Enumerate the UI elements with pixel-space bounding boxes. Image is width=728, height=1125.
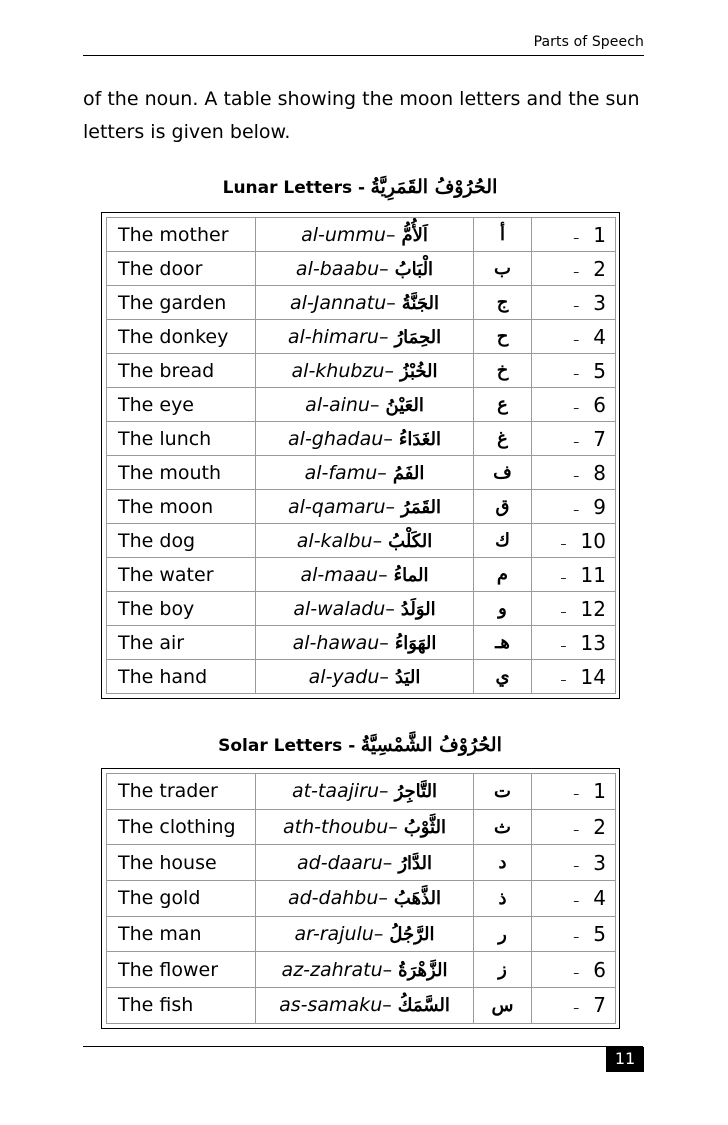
dash-separator: – xyxy=(386,291,396,314)
arabic-word: التَّاجِرُ xyxy=(394,781,438,803)
table-row xyxy=(107,845,616,881)
table-row xyxy=(107,592,616,626)
row-number: 14 xyxy=(580,664,606,689)
header-rule xyxy=(83,55,644,56)
arabic-word: الحِمَارُ xyxy=(394,326,442,348)
dash-separator: – xyxy=(573,332,580,347)
dash-separator: – xyxy=(560,570,567,585)
solar-letters-table xyxy=(106,773,616,1024)
table-row xyxy=(107,354,616,388)
transliteration-cell xyxy=(256,320,474,354)
english-word: The donkey xyxy=(107,320,256,354)
english-word: The house xyxy=(107,845,256,881)
dash-separator: – xyxy=(378,563,388,586)
page-number: 11 xyxy=(606,1047,644,1072)
arabic-word: الفَمُ xyxy=(392,462,425,484)
transliteration-cell xyxy=(256,952,474,988)
arabic-word: الذَّهَبُ xyxy=(393,888,442,910)
row-number-cell xyxy=(532,286,616,320)
arabic-letter: ث xyxy=(474,809,532,845)
row-number-cell xyxy=(532,916,616,952)
transliteration: ar-rajulu xyxy=(294,923,374,946)
english-word: The fish xyxy=(107,988,256,1024)
transliteration: al-khubzu xyxy=(291,359,385,382)
dash-separator: – xyxy=(560,672,567,687)
english-word: The trader xyxy=(107,774,256,810)
transliteration: al-famu xyxy=(304,461,378,484)
transliteration: ad-daaru xyxy=(297,851,383,874)
lunar-table-frame xyxy=(101,212,620,699)
row-number-cell xyxy=(532,592,616,626)
dash-separator: – xyxy=(573,930,580,945)
english-word: The hand xyxy=(107,660,256,694)
dash-separator: – xyxy=(385,597,395,620)
dash-separator: – xyxy=(385,223,396,246)
dash-separator: – xyxy=(373,923,384,946)
arabic-letter: ت xyxy=(474,774,532,810)
dash-separator: – xyxy=(560,604,567,619)
dash-separator: – xyxy=(369,393,380,416)
dash-separator: – xyxy=(573,823,580,838)
table-row xyxy=(107,881,616,917)
arabic-letter: ذ xyxy=(474,881,532,917)
transliteration: al-ainu xyxy=(305,393,370,416)
row-number: 1 xyxy=(593,779,606,804)
english-word: The garden xyxy=(107,286,256,320)
table-row xyxy=(107,558,616,592)
table-row xyxy=(107,490,616,524)
arabic-letter: ك xyxy=(474,524,532,558)
transliteration-cell xyxy=(256,988,474,1024)
english-word: The lunch xyxy=(107,422,256,456)
row-number-cell xyxy=(532,881,616,917)
arabic-letter: و xyxy=(474,592,532,626)
arabic-word: الهَوَاءُ xyxy=(394,632,437,654)
transliteration-cell xyxy=(256,558,474,592)
row-number: 2 xyxy=(593,256,606,281)
row-number-cell xyxy=(532,252,616,286)
row-number: 3 xyxy=(593,850,606,875)
dash-separator: – xyxy=(560,638,567,653)
row-number-cell xyxy=(532,558,616,592)
transliteration-cell xyxy=(256,592,474,626)
transliteration: at-taajiru xyxy=(291,780,380,803)
row-number: 12 xyxy=(580,596,606,621)
solar-title-latin: Solar Letters - xyxy=(218,736,356,756)
arabic-word: الخُبْزُ xyxy=(400,360,438,382)
table-row xyxy=(107,626,616,660)
table-row xyxy=(107,388,616,422)
dash-separator: – xyxy=(573,787,580,802)
table-row xyxy=(107,524,616,558)
dash-separator: – xyxy=(573,230,580,245)
row-number: 2 xyxy=(593,815,606,840)
english-word: The bread xyxy=(107,354,256,388)
table-row xyxy=(107,988,616,1024)
transliteration-cell xyxy=(256,456,474,490)
row-number: 13 xyxy=(580,630,606,655)
dash-separator: – xyxy=(379,780,389,803)
transliteration-cell xyxy=(256,252,474,286)
english-word: The water xyxy=(107,558,256,592)
english-word: The flower xyxy=(107,952,256,988)
lunar-title-latin: Lunar Letters - xyxy=(222,178,366,198)
row-number-cell xyxy=(532,952,616,988)
transliteration: ad-dahbu xyxy=(287,887,379,910)
row-number-cell xyxy=(532,988,616,1024)
transliteration: al-baabu xyxy=(295,257,380,280)
dash-separator: – xyxy=(573,1001,580,1016)
table-row xyxy=(107,916,616,952)
solar-table-frame xyxy=(101,768,620,1029)
transliteration-cell xyxy=(256,774,474,810)
arabic-word: اَلأُمُّ xyxy=(401,224,428,246)
lunar-table-title xyxy=(83,176,645,198)
arabic-word: السَّمَكُ xyxy=(397,995,450,1017)
arabic-word: الغَدَاءُ xyxy=(398,428,441,450)
transliteration-cell xyxy=(256,809,474,845)
row-number: 5 xyxy=(593,358,606,383)
row-number: 6 xyxy=(593,957,606,982)
table-row xyxy=(107,660,616,694)
arabic-word: القَمَرُ xyxy=(401,496,441,518)
intro-paragraph: of the noun. A table showing the moon letters and the sun letters is given below. xyxy=(83,88,640,143)
dash-separator: – xyxy=(382,851,393,874)
english-word: The mouth xyxy=(107,456,256,490)
table-row xyxy=(107,218,616,252)
transliteration-cell xyxy=(256,422,474,456)
transliteration-cell xyxy=(256,388,474,422)
english-word: The clothing xyxy=(107,809,256,845)
arabic-letter: د xyxy=(474,845,532,881)
arabic-letter: أ xyxy=(474,218,532,252)
transliteration: al-kalbu xyxy=(296,529,373,552)
arabic-letter: ب xyxy=(474,252,532,286)
row-number: 4 xyxy=(593,886,606,911)
solar-title-arabic: الحُرُوْفُ الشَّمْسِيَّةُ xyxy=(360,734,502,756)
row-number: 9 xyxy=(593,494,606,519)
dash-separator: – xyxy=(378,325,389,348)
dash-separator: – xyxy=(379,631,389,654)
table-row xyxy=(107,320,616,354)
row-number-cell xyxy=(532,388,616,422)
table-row xyxy=(107,809,616,845)
arabic-letter: ج xyxy=(474,286,532,320)
dash-separator: – xyxy=(382,958,393,981)
dash-separator: – xyxy=(379,257,389,280)
arabic-word: الوَلَدُ xyxy=(400,598,436,620)
row-number: 7 xyxy=(593,426,606,451)
transliteration: al-ghadau xyxy=(288,427,384,450)
row-number: 8 xyxy=(593,460,606,485)
transliteration-cell xyxy=(256,626,474,660)
arabic-letter: س xyxy=(474,988,532,1024)
arabic-letter: ع xyxy=(474,388,532,422)
dash-separator: – xyxy=(573,502,580,517)
dash-separator: – xyxy=(573,858,580,873)
arabic-letter: ر xyxy=(474,916,532,952)
english-word: The dog xyxy=(107,524,256,558)
dash-separator: – xyxy=(573,400,580,415)
dash-separator: – xyxy=(379,665,389,688)
dash-separator: – xyxy=(573,264,580,279)
dash-separator: – xyxy=(385,495,395,518)
dash-separator: – xyxy=(573,965,580,980)
dash-separator: – xyxy=(383,427,393,450)
transliteration-cell xyxy=(256,916,474,952)
transliteration-cell xyxy=(256,845,474,881)
transliteration-cell xyxy=(256,881,474,917)
transliteration: al-ummu xyxy=(301,223,386,246)
transliteration: al-qamaru xyxy=(288,495,386,518)
arabic-word: الدَّارُ xyxy=(398,852,432,874)
arabic-word: الثَّوْبُ xyxy=(403,817,446,839)
arabic-letter: ز xyxy=(474,952,532,988)
arabic-letter: ف xyxy=(474,456,532,490)
table-row xyxy=(107,252,616,286)
row-number: 5 xyxy=(593,922,606,947)
row-number-cell xyxy=(532,626,616,660)
english-word: The mother xyxy=(107,218,256,252)
row-number: 7 xyxy=(593,993,606,1018)
table-row xyxy=(107,422,616,456)
row-number-cell xyxy=(532,354,616,388)
row-number: 4 xyxy=(593,324,606,349)
arabic-letter: م xyxy=(474,558,532,592)
english-word: The door xyxy=(107,252,256,286)
row-number: 3 xyxy=(593,290,606,315)
english-word: The man xyxy=(107,916,256,952)
dash-separator: – xyxy=(382,994,392,1017)
dash-separator: – xyxy=(384,359,394,382)
lunar-letters-table xyxy=(106,217,616,694)
table-row xyxy=(107,456,616,490)
transliteration: al-Jannatu xyxy=(290,291,387,314)
row-number-cell xyxy=(532,320,616,354)
arabic-word: العَيْنُ xyxy=(385,394,424,416)
arabic-word: الزَّهْرَةُ xyxy=(398,959,448,981)
english-word: The eye xyxy=(107,388,256,422)
lunar-title-arabic: الحُرُوْفُ القَمَرِيَّةُ xyxy=(370,176,498,198)
transliteration: al-himaru xyxy=(287,325,379,348)
row-number-cell xyxy=(532,422,616,456)
row-number-cell xyxy=(532,660,616,694)
arabic-word: الكَلْبُ xyxy=(388,530,433,552)
row-number: 1 xyxy=(593,222,606,247)
arabic-word: اليَدُ xyxy=(394,666,421,688)
transliteration-cell xyxy=(256,354,474,388)
dash-separator: – xyxy=(560,536,567,551)
arabic-word: الجَنَّةُ xyxy=(401,292,439,314)
dash-separator: – xyxy=(372,529,383,552)
arabic-letter: خ xyxy=(474,354,532,388)
row-number-cell xyxy=(532,490,616,524)
arabic-letter: هـ xyxy=(474,626,532,660)
transliteration: al-yadu xyxy=(308,665,380,688)
solar-table-title xyxy=(83,734,645,756)
row-number-cell xyxy=(532,809,616,845)
row-number-cell xyxy=(532,774,616,810)
arabic-letter: ق xyxy=(474,490,532,524)
transliteration: al-waladu xyxy=(293,597,386,620)
row-number-cell xyxy=(532,524,616,558)
table-row xyxy=(107,286,616,320)
row-number: 6 xyxy=(593,392,606,417)
dash-separator: – xyxy=(573,366,580,381)
english-word: The moon xyxy=(107,490,256,524)
english-word: The boy xyxy=(107,592,256,626)
row-number: 11 xyxy=(580,562,606,587)
arabic-letter: غ xyxy=(474,422,532,456)
table-row xyxy=(107,952,616,988)
row-number: 10 xyxy=(580,528,606,553)
transliteration-cell xyxy=(256,286,474,320)
table-row xyxy=(107,774,616,810)
dash-separator: – xyxy=(573,894,580,909)
running-header: Parts of Speech xyxy=(533,34,644,50)
transliteration-cell xyxy=(256,490,474,524)
transliteration: al-hawau xyxy=(292,631,380,654)
transliteration: as-samaku xyxy=(279,994,383,1017)
transliteration: az-zahratu xyxy=(281,958,383,981)
arabic-word: الْبَابُ xyxy=(394,258,434,280)
transliteration: al-maau xyxy=(300,563,379,586)
footer-rule xyxy=(83,1046,643,1047)
english-word: The gold xyxy=(107,881,256,917)
transliteration-cell xyxy=(256,660,474,694)
dash-separator: – xyxy=(573,298,580,313)
transliteration-cell xyxy=(256,218,474,252)
arabic-word: الرَّجُلُ xyxy=(389,924,435,946)
dash-separator: – xyxy=(573,468,580,483)
dash-separator: – xyxy=(573,434,580,449)
lunar-table-body xyxy=(107,218,616,694)
arabic-letter: ح xyxy=(474,320,532,354)
arabic-word: الماءُ xyxy=(393,564,429,586)
transliteration: ath-thoubu xyxy=(283,816,389,839)
row-number-cell xyxy=(532,218,616,252)
arabic-letter: ي xyxy=(474,660,532,694)
dash-separator: – xyxy=(388,816,398,839)
dash-separator: – xyxy=(378,887,388,910)
row-number-cell xyxy=(532,456,616,490)
row-number-cell xyxy=(532,845,616,881)
solar-table-body xyxy=(107,774,616,1024)
dash-separator: – xyxy=(377,461,387,484)
english-word: The air xyxy=(107,626,256,660)
transliteration-cell xyxy=(256,524,474,558)
